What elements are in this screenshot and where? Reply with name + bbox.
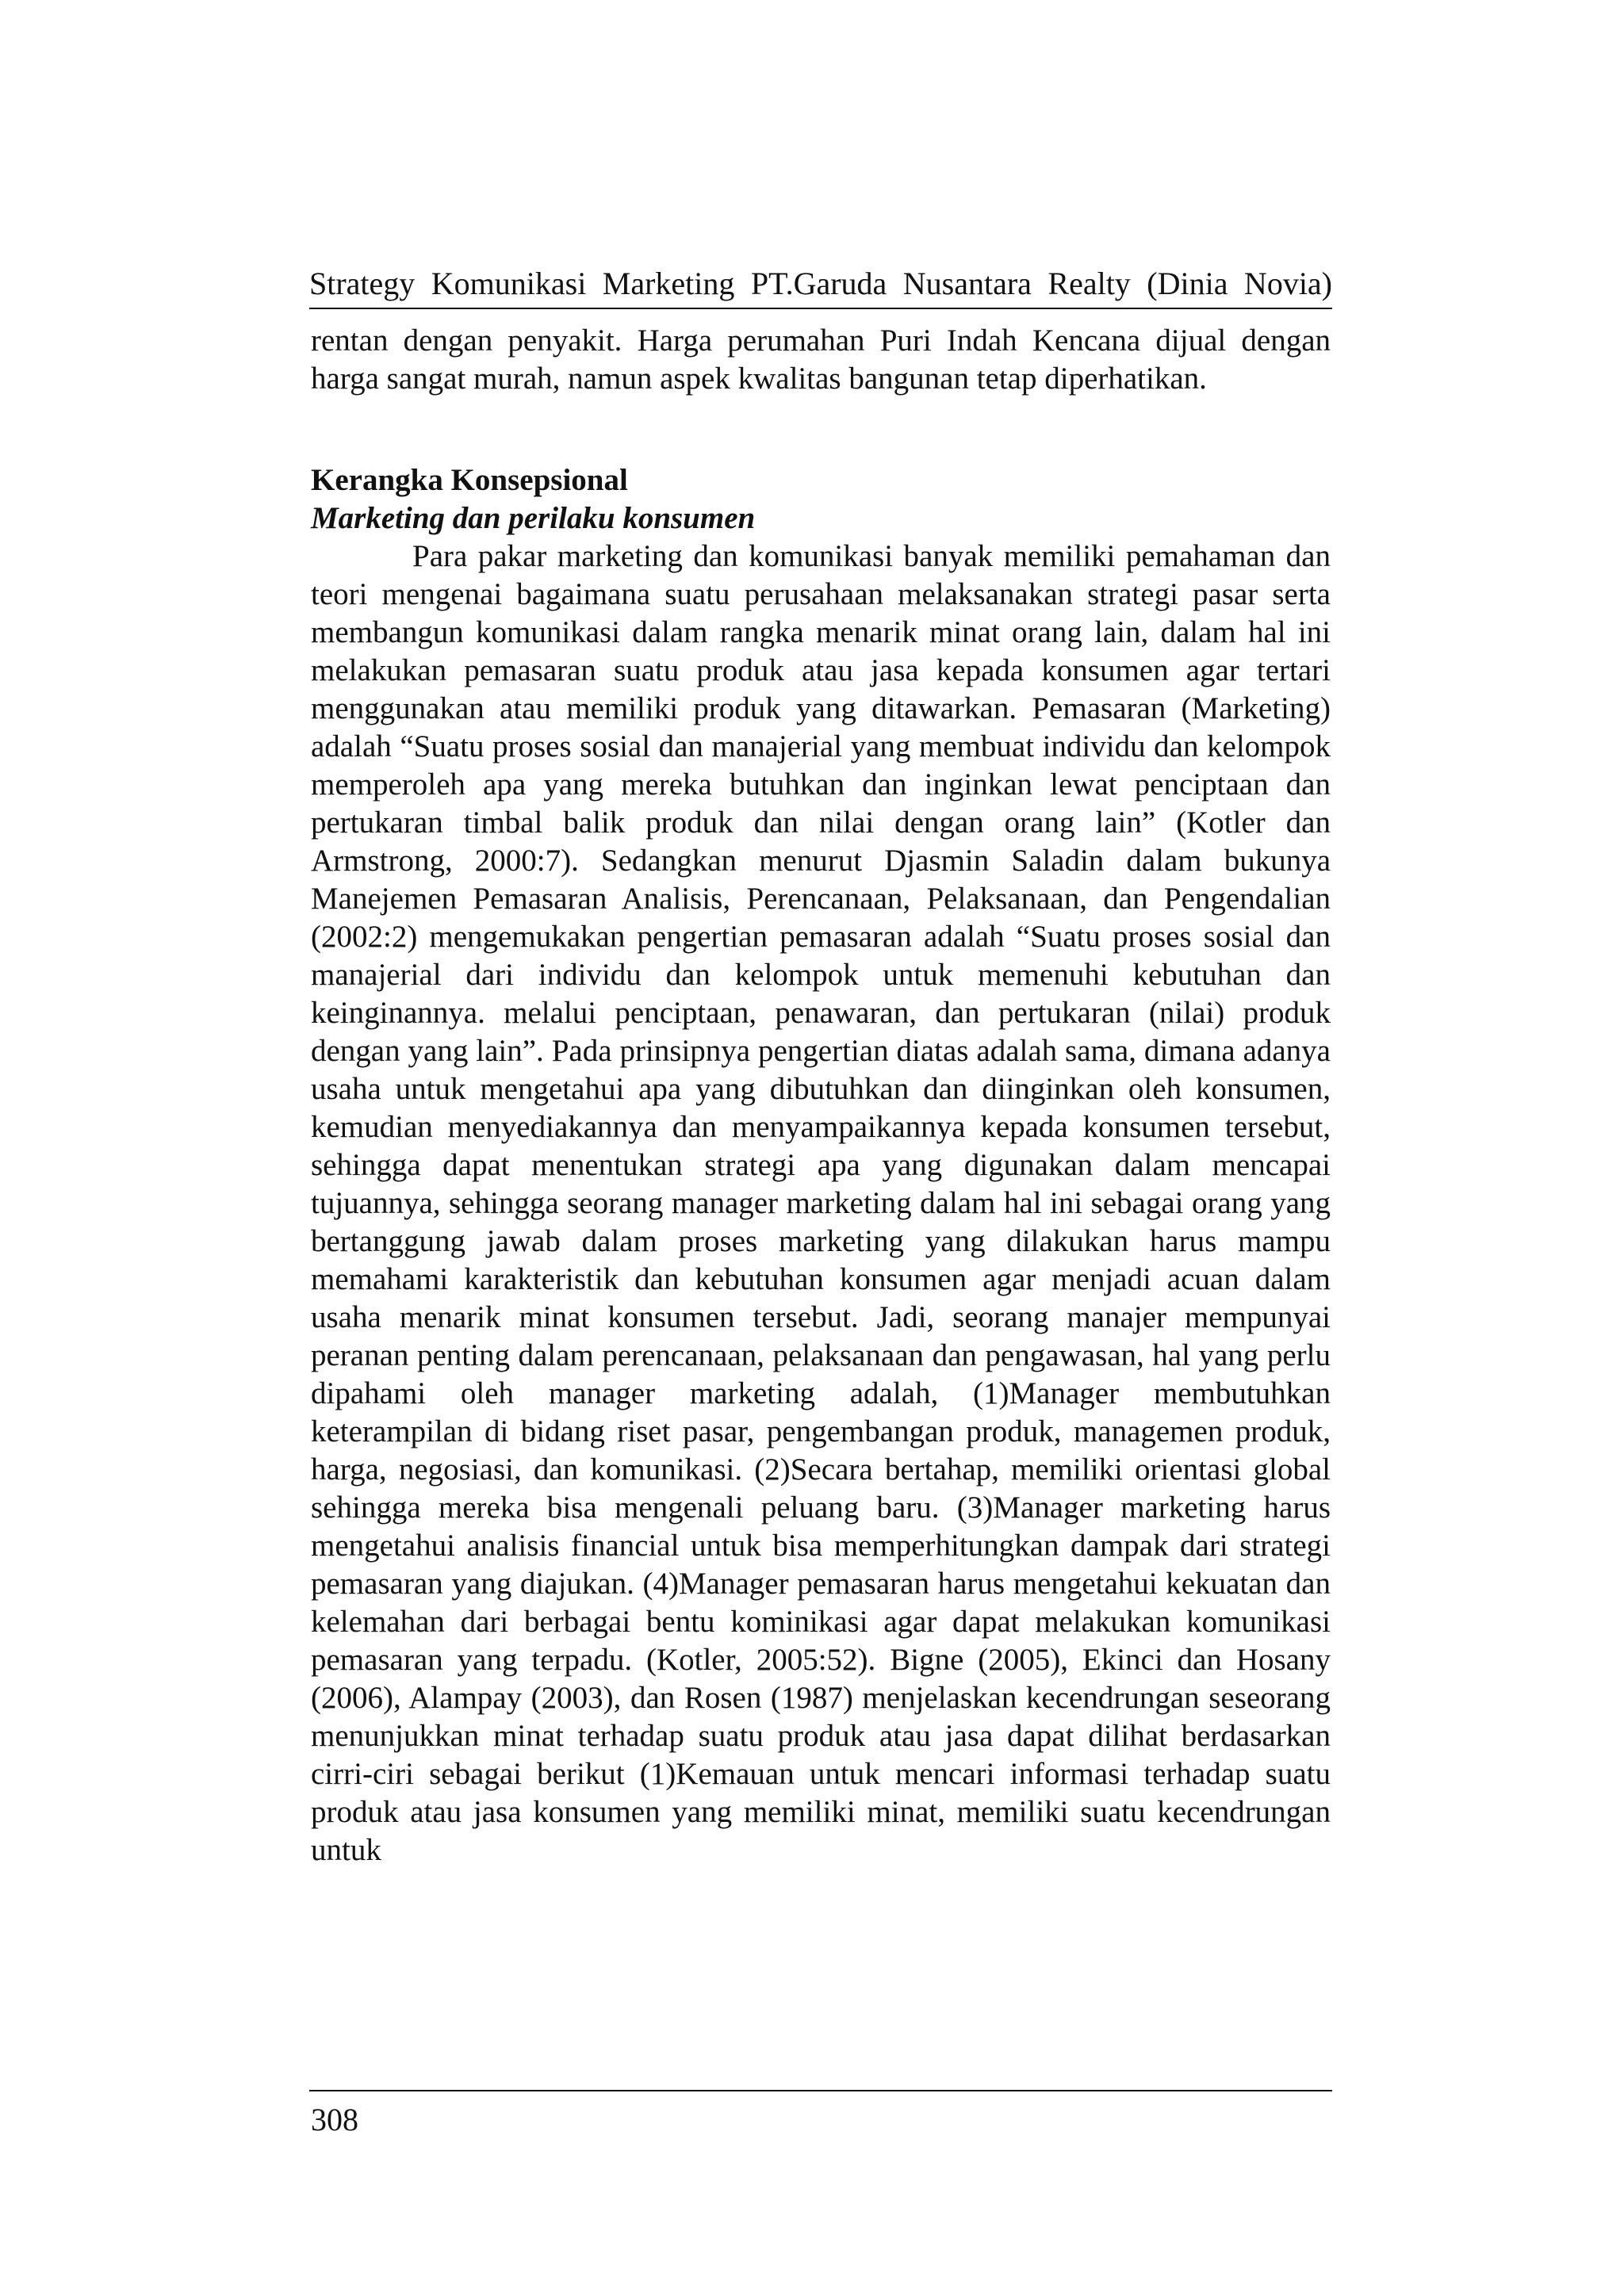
running-header-title: Strategy Komunikasi Marketing PT.Garuda Nusantara Realty (Dinia Novia) [309, 266, 1332, 301]
intro-paragraph: rentan dengan penyakit. Harga perumahan Puri Indah Kencana dijual dengan harga sangat murah, namun aspek kwalitas bangunan tetap diperhatikan. [311, 323, 1331, 396]
subsection-heading: Marketing dan perilaku konsumen [311, 501, 756, 535]
page-body [311, 322, 1331, 1869]
header-divider [309, 308, 1332, 309]
main-paragraph: Para pakar marketing dan komunikasi banyak memiliki pemahaman dan teori mengenai bagaimana suatu perusahaan melaksanakan strategi pasar serta membangun komunikasi dalam rangka menarik minat orang lain, dalam hal ini melakukan pemasaran suatu produk atau jasa kepada konsumen agar tertari menggunakan atau memiliki produk yang ditawarkan. Pemasaran (Marketing) adalah “Suatu proses sosial dan manajerial yang membuat individu dan kelompok memperoleh apa yang mereka butuhkan dan inginkan lewat penciptaan dan pertukaran timbal balik produk dan nilai dengan orang lain” (Kotler dan Armstrong, 2000:7). Sedangkan menurut Djasmin Saladin dalam bukunya Manejemen Pemasaran Analisis, Perencanaan, Pelaksanaan, dan Pengendalian (2002:2) mengemukakan pengertian pemasaran adalah “Suatu proses sosial dan manajerial dari individu dan kelompok untuk memenuhi kebutuhan dan keinginannya. melalui penciptaan, penawaran, dan pertukaran (nilai) produk dengan yang lain”. Pada prinsipnya pengertian diatas adalah sama, dimana adanya usaha untuk mengetahui apa yang dibutuhkan dan diinginkan oleh konsumen, kemudian menyediakannya dan menyampaikannya kepada konsumen tersebut, sehingga dapat menentukan strategi apa yang digunakan dalam mencapai tujuannya, sehingga seorang manager marketing dalam hal ini sebagai orang yang bertanggung jawab dalam proses marketing yang dilakukan harus mampu memahami karakteristik dan kebutuhan konsumen agar menjadi acuan dalam usaha menarik minat konsumen tersebut. Jadi, seorang manajer mempunyai peranan penting dalam perencanaan, pelaksanaan dan pengawasan, hal yang perlu dipahami oleh manager marketing adalah, (1)Manager membutuhkan keterampilan di bidang riset pasar, pengembangan produk, managemen produk, harga, negosiasi, dan komunikasi. (2)Secara bertahap, memiliki orientasi global sehingga mereka bisa mengenali peluang baru. (3)Manager marketing harus mengetahui analisis financial untuk bisa memperhitungkan dampak dari strategi pemasaran yang diajukan. (4)Manager pemasaran harus mengetahui kekuatan dan kelemahan dari berbagai bentu kominikasi agar dapat melakukan komunikasi pemasaran yang terpadu. (Kotler, 2005:52). Bigne (2005), Ekinci dan Hosany (2006), Alampay (2003), dan Rosen (1987) menjelaskan kecendrungan seseorang menunjukkan minat terhadap suatu produk atau jasa dapat dilihat berdasarkan cirri-ciri sebagai berikut (1)Kemauan untuk mencari informasi terhadap suatu produk atau jasa konsumen yang memiliki minat, memiliki suatu kecendrungan untuk [311, 539, 1331, 1867]
page-number: 308 [311, 2102, 358, 2137]
section-heading: Kerangka Konsepsional [311, 463, 628, 497]
footer-divider [309, 2090, 1332, 2091]
